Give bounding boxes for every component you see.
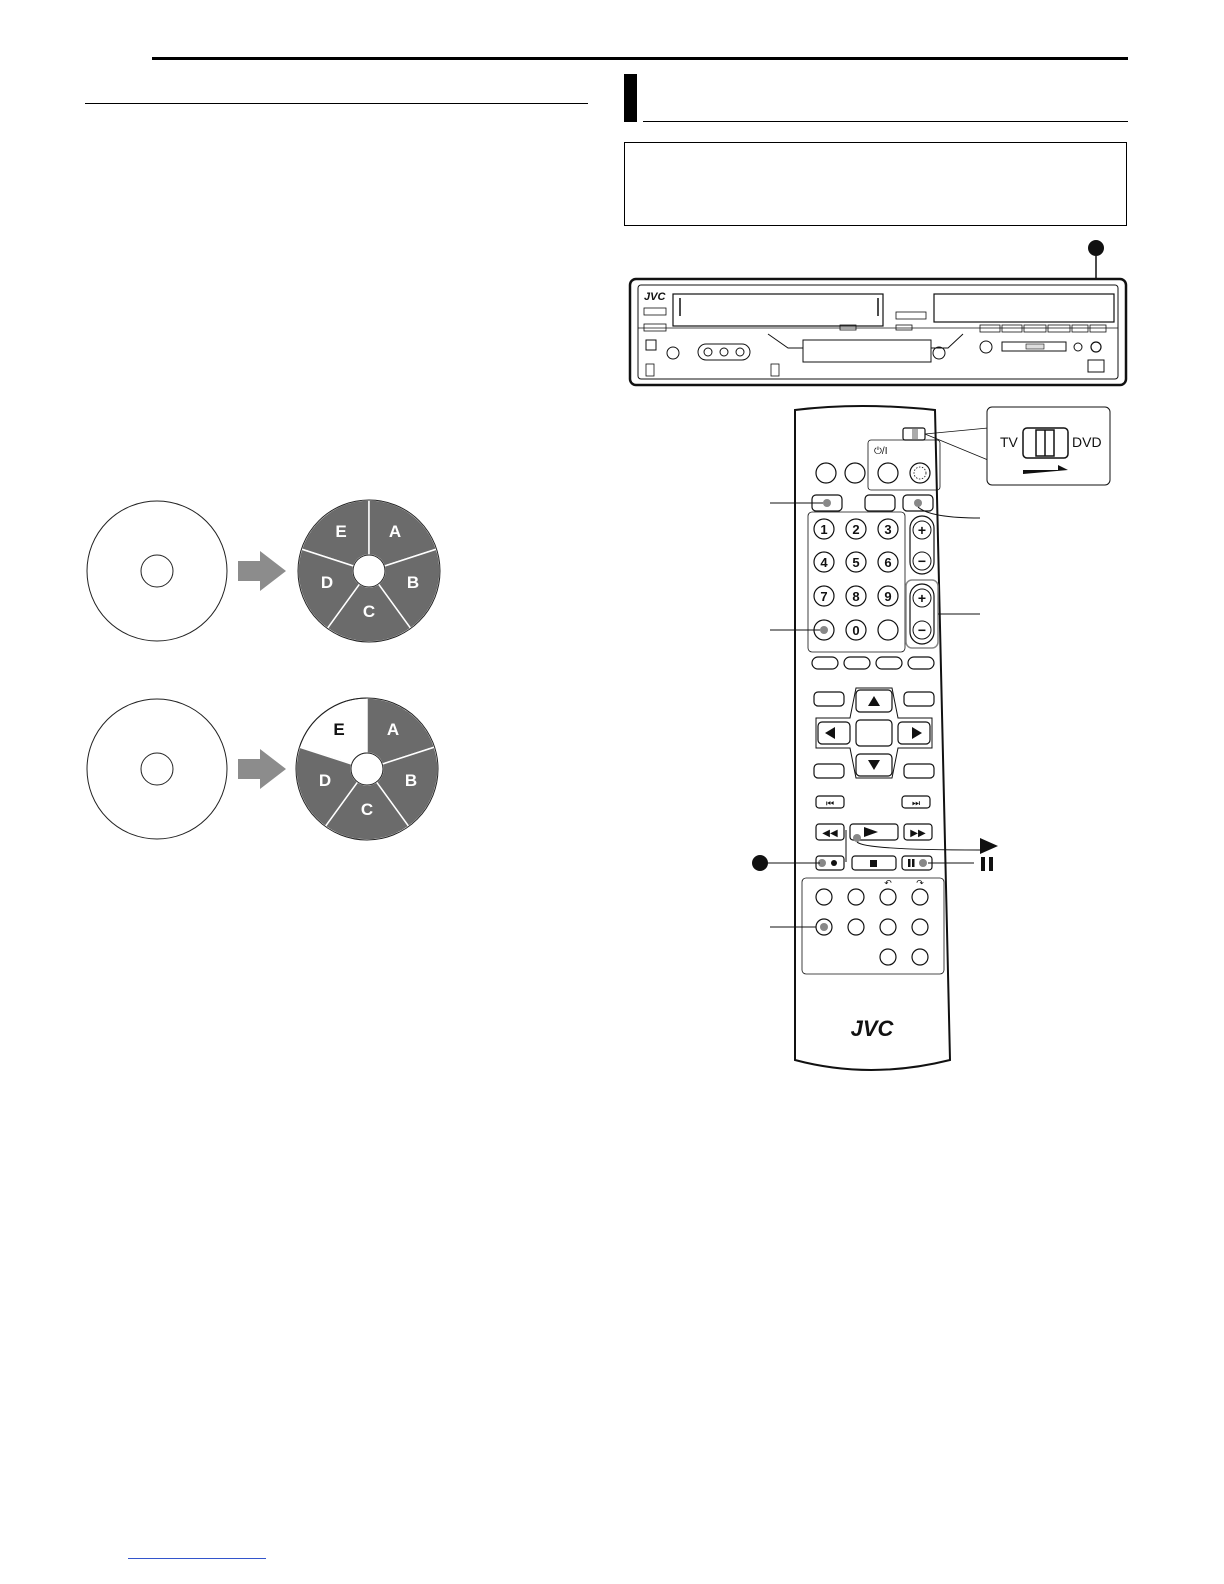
svg-text:▶▶: ▶▶ xyxy=(910,828,926,839)
vol-minus: − xyxy=(917,553,927,569)
num-7: 7 xyxy=(820,589,828,604)
disc-diagram-2 xyxy=(80,688,450,848)
remote-control xyxy=(740,400,1120,1085)
label-e: E xyxy=(333,720,345,739)
svg-text:↷: ↷ xyxy=(916,878,924,888)
num-4: 4 xyxy=(820,555,828,570)
num-5: 5 xyxy=(852,555,860,570)
svg-text:⏮: ⏮ xyxy=(825,798,835,808)
arrow-icon xyxy=(238,551,286,591)
label-c: C xyxy=(362,602,376,621)
ch-minus: − xyxy=(917,622,927,638)
footer-link-underline xyxy=(128,1558,266,1559)
ch-plus: + xyxy=(917,590,927,606)
label-c: C xyxy=(360,800,374,819)
num-9: 9 xyxy=(884,589,892,604)
num-2: 2 xyxy=(852,522,860,537)
remote-brand-logo: JVC xyxy=(850,1016,894,1041)
pause-callout-icon-a xyxy=(981,857,985,871)
callout-marker xyxy=(1088,240,1104,256)
info-box xyxy=(624,142,1127,226)
nav-ok xyxy=(856,720,892,746)
recorder-front-panel xyxy=(628,236,1128,388)
disc-diagram-1 xyxy=(80,490,450,650)
play-callout-icon xyxy=(980,838,998,854)
left-section-rule xyxy=(85,103,588,104)
segmented-disc xyxy=(296,698,438,840)
label-d: D xyxy=(320,573,334,592)
record-callout-icon xyxy=(752,855,768,871)
label-e: E xyxy=(335,522,347,541)
svg-text:⏭: ⏭ xyxy=(911,798,921,808)
switch-label-dvd: DVD xyxy=(1072,434,1102,450)
num-1: 1 xyxy=(820,522,828,537)
blank-disc-hole xyxy=(141,555,173,587)
num-0: 0 xyxy=(852,623,860,638)
label-b: B xyxy=(404,771,418,790)
section-heading-rule xyxy=(643,121,1128,122)
header-rule xyxy=(152,57,1128,60)
segmented-disc xyxy=(298,500,440,642)
label-d: D xyxy=(318,771,332,790)
section-heading-marker xyxy=(624,74,637,122)
svg-text:◀◀: ◀◀ xyxy=(822,828,838,839)
recorder-brand-logo: JVC xyxy=(644,291,666,303)
blank-disc-hole xyxy=(141,753,173,785)
label-a: A xyxy=(388,522,402,541)
label-b: B xyxy=(406,573,420,592)
label-a: A xyxy=(386,720,400,739)
pause-button xyxy=(902,856,932,870)
num-3: 3 xyxy=(884,522,892,537)
vol-plus: + xyxy=(917,522,927,538)
num-6: 6 xyxy=(884,555,892,570)
switch-label-tv: TV xyxy=(1000,434,1018,450)
power-label: ⏻/I xyxy=(874,446,888,457)
pause-callout-icon-b xyxy=(989,857,993,871)
power-button xyxy=(910,463,930,483)
svg-text:↶: ↶ xyxy=(884,878,892,888)
arrow-icon xyxy=(238,749,286,789)
num-8: 8 xyxy=(852,589,860,604)
